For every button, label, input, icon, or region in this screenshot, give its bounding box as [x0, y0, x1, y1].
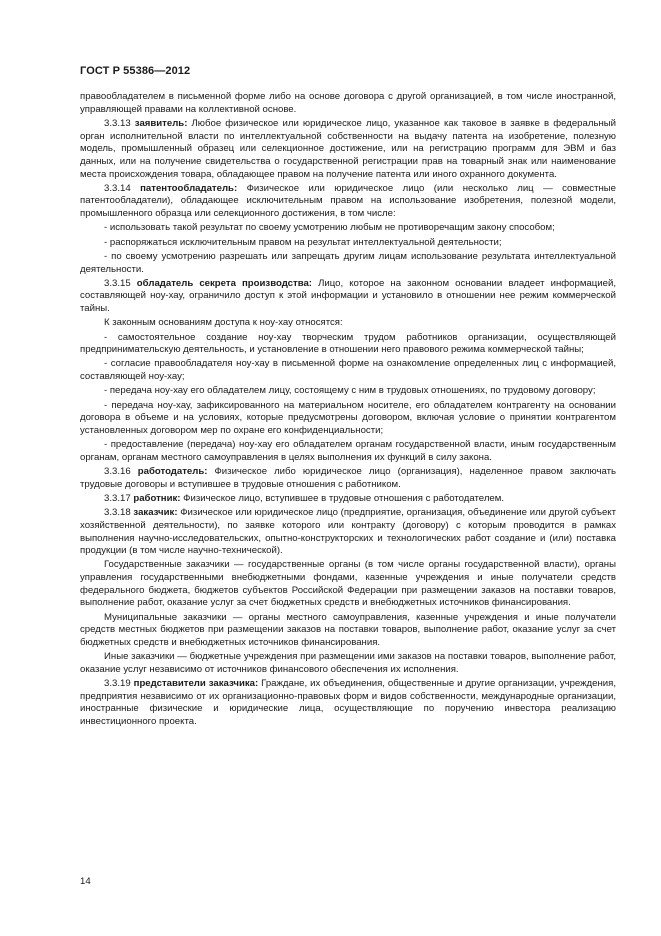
definition-paragraph [80, 507, 616, 558]
definition-text: Любое физическое или юридическое лицо, указанное как таковое в заявке в федеральный орган исполнительной власти по интеллектуальной собственности на выдачу патента на изобретение, полезную модель, промышленный образец или селекционное достижение, или на регистрацию программ для ЭВМ и баз данных, или на получение свидетельства о государственной регистрации прав на товарный знак или наименование места происхождения товара, обладающее правом на получение патента или иного охранного документа. [80, 117, 616, 180]
definition-text: Физическое лицо, вступившее в трудовые отношения с работодателем. [183, 493, 505, 504]
definition-paragraph [80, 278, 616, 316]
paragraph-text: Муниципальные заказчики — органы местного самоуправления, казенные учреждения и иные получатели средств местных бюджетов при размещении заказов на поставки товаров, выполнение работ, оказание услуг за счет бюджетных средств и внебюджетных источников финансирования. [80, 611, 616, 648]
defined-term: представители заказчика: [133, 678, 259, 690]
list-item-text: - по своему усмотрению разрешать или запрещать другим лицам использование результата интеллектуальной деятельности. [80, 250, 616, 275]
clause-number: 3.3.14 [104, 182, 131, 194]
list-item-text: - самостоятельное создание ноу-хау творческим трудом работников организации, осуществляющей предпринимательскую деятельность, и установление в отношении него правового режима коммерческой тайны; [80, 331, 616, 356]
clause-number: 3.3.19 [104, 678, 131, 690]
defined-term: патентообладатель: [140, 182, 238, 194]
list-item [80, 222, 616, 235]
list-item-text: - использовать такой результат по своему усмотрению любым не противоречащим закону способом; [104, 222, 555, 234]
paragraph [80, 559, 616, 610]
list-item [80, 332, 616, 357]
paragraph [80, 317, 616, 330]
defined-term: заявитель: [134, 117, 188, 129]
list-item [80, 400, 616, 438]
paragraph-text: Государственные заказчики — государственные органы (в том числе органы государственной власти), органы управления государственными внебюджетными фондами, казенные учреждения и иные получатели средств федерального бюджета, бюджетов субъектов Российской Федерации при размещении заказов на поставки товаров, выполнение работ, оказание услуг за счет бюджетных средств и внебюджетных источников финансирования. [80, 559, 616, 609]
list-item-text: - передача ноу-хау, зафиксированного на материальном носителе, его обладателем контрагенту на основании договора в объеме и на условиях, которые предусмотрены договором, включая условие о принятии контрагентом установленных договором мер по охране его конфиденциальности; [80, 399, 616, 436]
page-number: 14 [80, 876, 91, 887]
definition-text: Физическое или юридическое лицо (или несколько лиц — совместные патентообладатели), обладающее исключительным правом на использование изобретения, полезной модели, промышленного образца или селекционного достижения, в том числе: [80, 182, 617, 220]
paragraph [80, 91, 616, 116]
defined-term: работодатель: [137, 466, 208, 478]
list-item-text: - согласие правообладателя ноу-хау в письменной форме на ознакомление определенных лиц с информацией, составляющей ноу-хау; [80, 358, 616, 383]
definition-paragraph [80, 678, 616, 729]
clause-number: 3.3.18 [104, 507, 131, 519]
definition-paragraph [80, 183, 616, 221]
definition-paragraph [80, 493, 616, 506]
definition-text: Физическое или юридическое лицо (предприятие, организация, объединение или другой субъект хозяйственной деятельности), по заявке которого или контракту (договору) с которым проводится в рамках выполнения научно-исследовательских, опытно-конструкторских и технологических работ создание и (или) поставка продукции (в том числе научно-технической). [80, 507, 616, 557]
list-item [80, 237, 616, 250]
clause-number: 3.3.16 [104, 466, 131, 478]
clause-number: 3.3.17 [104, 493, 131, 504]
paragraph-text: К законным основаниям доступа к ноу-хау относятся: [104, 317, 343, 329]
paragraph [80, 612, 616, 650]
list-item [80, 385, 616, 398]
list-item-text: - распоряжаться исключительным правом на результат интеллектуальной деятельности; [104, 236, 502, 248]
definition-paragraph [80, 118, 616, 181]
defined-term: обладатель секрета производства: [136, 277, 312, 289]
clause-number: 3.3.15 [104, 277, 131, 289]
defined-term: работник: [133, 493, 181, 504]
paragraph-text: правообладателем в письменной форме либо на основе договора с другой организацией, в том числе иностранной, управляющей правами на коллективной основе. [80, 91, 616, 115]
paragraph-text: Иные заказчики — бюджетные учреждения при размещении ими заказов на поставки товаров, выполнение работ, оказание услуг независимо от источников финансового обеспечения их исполнения. [80, 651, 616, 675]
definition-text: Физическое либо юридическое лицо (организация), наделенное правом заключать трудовые договоры и вступившее в трудовые отношения с работником. [80, 466, 616, 490]
definition-text: Лицо, которое на законном основании владеет информацией, составляющей ноу-хау, ограничило доступ к этой информации и установило в отношении нее режим коммерческой тайны. [80, 277, 616, 315]
document-body [80, 91, 616, 730]
paragraph [80, 651, 616, 676]
definition-text: Граждане, их объединения, общественные и другие организации, учреждения, предприятия независимо от их организационно-правовых форм и видов собственности, международные организации, иностранные физические и юридические лица, осуществляющие по поручению инвестора реализацию инвестиционного проекта. [80, 678, 617, 728]
list-item [80, 439, 616, 464]
clause-number: 3.3.13 [104, 117, 131, 129]
standard-header: ГОСТ Р 55386—2012 [80, 65, 191, 77]
list-item-text: - передача ноу-хау его обладателем лицу, состоящему с ним в трудовых отношениях, по трудовому договору; [104, 385, 596, 397]
list-item-text: - предоставление (передача) ноу-хау его обладателем органам государственной власти, иным государственным органам, органам местного самоуправления в целях выполнения их функций в силу закона. [80, 439, 616, 463]
definition-paragraph [80, 466, 616, 491]
list-item [80, 251, 616, 276]
list-item [80, 358, 616, 383]
defined-term: заказчик: [133, 507, 178, 519]
